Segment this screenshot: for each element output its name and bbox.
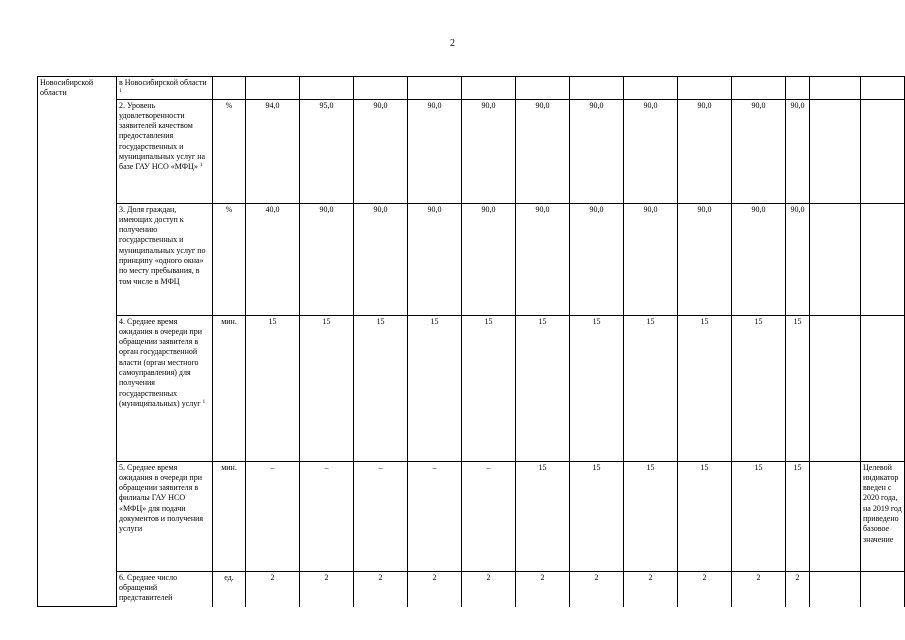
indicator-cell-text: 2. Уровень удовлетворенности заявителей качеством предоставления государственных и муниципальных услуг на базе ГАУ НСО «МФЦ»	[119, 100, 206, 172]
value-cell	[516, 315, 570, 461]
value-cell	[462, 77, 516, 100]
table-row	[38, 77, 905, 100]
table-row	[38, 461, 905, 571]
value-cell	[354, 77, 408, 100]
value-cell-text: 2	[540, 572, 545, 582]
value-cell-text: 15	[376, 316, 385, 326]
value-cell	[246, 203, 300, 315]
value-cell-text: 90,0	[643, 204, 658, 214]
value-cell	[570, 99, 624, 203]
value-cell	[786, 571, 810, 607]
value-cell-text: 90,0	[319, 204, 334, 214]
value-cell	[786, 315, 810, 461]
unit-cell-text: мин.	[221, 316, 237, 326]
value-cell-text: 15	[793, 462, 802, 472]
unit-cell	[213, 315, 246, 461]
value-cell	[300, 77, 354, 100]
value-cell	[516, 203, 570, 315]
value-cell-text: 90,0	[751, 204, 766, 214]
value-cell	[246, 99, 300, 203]
indicator-cell-text: 6. Среднее число обращений представителей	[119, 572, 178, 603]
value-cell-text: 90,0	[481, 204, 496, 214]
value-cell-text: 15	[793, 316, 802, 326]
value-cell-text: 15	[754, 462, 763, 472]
table-row	[38, 99, 905, 203]
value-cell-text: 90,0	[589, 204, 604, 214]
value-cell	[732, 571, 786, 607]
note-cell	[861, 571, 905, 607]
value-cell	[624, 77, 678, 100]
indicator-cell	[117, 77, 213, 100]
value-cell	[462, 315, 516, 461]
value-cell-text: 40,0	[265, 204, 280, 214]
unit-cell	[213, 203, 246, 315]
value-cell	[246, 77, 300, 100]
indicator-cell-text: 4. Среднее время ожидания в очереди при обращении заявителя в орган государственной власти (орган местного самоуправления) для получения государственных (муниципальных) услуг	[119, 316, 202, 408]
value-cell	[678, 315, 732, 461]
value-cell-text: 15	[268, 316, 277, 326]
value-cell-text: 90,0	[427, 100, 442, 110]
value-cell-text: 2	[594, 572, 599, 582]
value-cell	[570, 203, 624, 315]
value-cell	[462, 203, 516, 315]
value-cell-text: 2	[378, 572, 383, 582]
table-row	[38, 203, 905, 315]
value-cell	[300, 99, 354, 203]
note-cell	[861, 77, 905, 100]
value-cell	[570, 315, 624, 461]
value-cell-text: –	[378, 462, 383, 472]
value-cell-text: 15	[754, 316, 763, 326]
value-cell-text: 90,0	[535, 100, 550, 110]
spacer-cell	[810, 461, 861, 571]
value-cell	[678, 461, 732, 571]
value-cell-text: 90,0	[427, 204, 442, 214]
indicator-cell-text: 3. Доля граждан, имеющих доступ к получению государственных и муниципальных услуг по принципу «одного окна» по месту пребывания, в том числе в МФЦ	[119, 204, 206, 286]
value-cell	[246, 315, 300, 461]
value-cell-text: –	[324, 462, 329, 472]
value-cell	[300, 315, 354, 461]
value-cell	[516, 461, 570, 571]
value-cell-text: 15	[646, 462, 655, 472]
value-cell-text: 15	[646, 316, 655, 326]
value-cell-text: 15	[484, 316, 493, 326]
value-cell-text: 15	[430, 316, 439, 326]
spacer-cell	[810, 571, 861, 607]
value-cell-text: –	[432, 462, 437, 472]
value-cell	[732, 77, 786, 100]
value-cell	[624, 203, 678, 315]
spacer-cell	[810, 203, 861, 315]
note-cell	[861, 203, 905, 315]
value-cell	[786, 461, 810, 571]
value-cell	[354, 99, 408, 203]
unit-cell	[213, 571, 246, 607]
table-body	[38, 77, 905, 607]
value-cell-text: 15	[592, 462, 601, 472]
unit-cell	[213, 461, 246, 571]
value-cell-text: 15	[322, 316, 331, 326]
value-cell-text: 2	[702, 572, 707, 582]
indicator-cell-text: в Новосибирской области	[119, 78, 207, 87]
value-cell-text: 90,0	[697, 100, 712, 110]
value-cell-text: 2	[648, 572, 653, 582]
spacer-cell	[810, 99, 861, 203]
unit-cell-text: ед.	[224, 572, 234, 582]
value-cell-text: 2	[795, 572, 800, 582]
value-cell	[732, 99, 786, 203]
value-cell-text: –	[486, 462, 491, 472]
value-cell-text: 90,0	[373, 204, 388, 214]
value-cell	[516, 99, 570, 203]
indicators-table	[37, 76, 905, 607]
value-cell	[300, 203, 354, 315]
value-cell	[462, 461, 516, 571]
note-cell	[861, 99, 905, 203]
indicator-cell	[117, 571, 213, 607]
value-cell	[354, 461, 408, 571]
table-row	[38, 571, 905, 607]
value-cell	[354, 315, 408, 461]
value-cell-text: 90,0	[790, 204, 805, 214]
value-cell-text: 15	[538, 316, 547, 326]
region-cell	[38, 77, 117, 607]
value-cell	[408, 77, 462, 100]
value-cell	[570, 77, 624, 100]
value-cell-text: 15	[538, 462, 547, 472]
value-cell-text: 2	[432, 572, 437, 582]
value-cell	[678, 203, 732, 315]
value-cell-text: 2	[324, 572, 329, 582]
value-cell	[300, 571, 354, 607]
value-cell-text: 90,0	[535, 204, 550, 214]
value-cell	[624, 571, 678, 607]
value-cell-text: 95,0	[319, 100, 334, 110]
footnote-mark: 1	[202, 398, 206, 405]
unit-cell	[213, 77, 246, 100]
value-cell	[624, 461, 678, 571]
value-cell	[246, 571, 300, 607]
value-cell	[732, 315, 786, 461]
region-label: Новосибирской области	[40, 78, 94, 98]
value-cell-text: 2	[756, 572, 761, 582]
value-cell	[732, 203, 786, 315]
page-number: 2	[450, 38, 455, 49]
indicator-cell	[117, 203, 213, 315]
value-cell	[462, 99, 516, 203]
value-cell	[516, 571, 570, 607]
note-cell-text: Целевой индикатор введен с 2020 года, на 2019 год приведено базовое значение	[863, 462, 902, 544]
value-cell-text: 90,0	[790, 100, 805, 110]
value-cell-text: 15	[592, 316, 601, 326]
value-cell-text: 94,0	[265, 100, 280, 110]
spacer-cell	[810, 77, 861, 100]
value-cell	[624, 99, 678, 203]
value-cell-text: 90,0	[589, 100, 604, 110]
value-cell	[408, 203, 462, 315]
note-cell	[861, 315, 905, 461]
footnote-mark: 1	[199, 162, 203, 169]
note-cell	[861, 461, 905, 571]
value-cell	[570, 571, 624, 607]
indicator-cell-text: 5. Среднее время ожидания в очереди при обращении заявителя в филиалы ГАУ НСО «МФЦ» для подачи документов и получения услуги	[119, 462, 204, 534]
value-cell	[786, 203, 810, 315]
value-cell-text: 90,0	[643, 100, 658, 110]
value-cell	[408, 571, 462, 607]
value-cell-text: 2	[270, 572, 275, 582]
value-cell	[354, 203, 408, 315]
unit-cell	[213, 99, 246, 203]
value-cell	[462, 571, 516, 607]
value-cell-text: 90,0	[697, 204, 712, 214]
value-cell	[246, 461, 300, 571]
value-cell	[570, 461, 624, 571]
value-cell	[786, 77, 810, 100]
indicator-cell	[117, 315, 213, 461]
value-cell-text: 15	[700, 462, 709, 472]
value-cell	[732, 461, 786, 571]
value-cell-text: –	[270, 462, 275, 472]
value-cell	[624, 315, 678, 461]
value-cell	[786, 99, 810, 203]
spacer-cell	[810, 315, 861, 461]
value-cell	[678, 77, 732, 100]
unit-cell-text: %	[225, 100, 233, 110]
value-cell	[516, 77, 570, 100]
value-cell	[678, 571, 732, 607]
value-cell-text: 90,0	[481, 100, 496, 110]
value-cell	[354, 571, 408, 607]
unit-cell-text: %	[225, 204, 233, 214]
value-cell-text: 15	[700, 316, 709, 326]
unit-cell-text: мин.	[221, 462, 237, 472]
value-cell-text: 90,0	[373, 100, 388, 110]
indicator-cell	[117, 461, 213, 571]
value-cell-text: 90,0	[751, 100, 766, 110]
indicator-cell	[117, 99, 213, 203]
value-cell-text: 2	[486, 572, 491, 582]
value-cell	[408, 99, 462, 203]
value-cell	[408, 315, 462, 461]
value-cell	[300, 461, 354, 571]
footnote-mark: 1	[119, 88, 122, 95]
value-cell	[678, 99, 732, 203]
value-cell	[408, 461, 462, 571]
table-row	[38, 315, 905, 461]
